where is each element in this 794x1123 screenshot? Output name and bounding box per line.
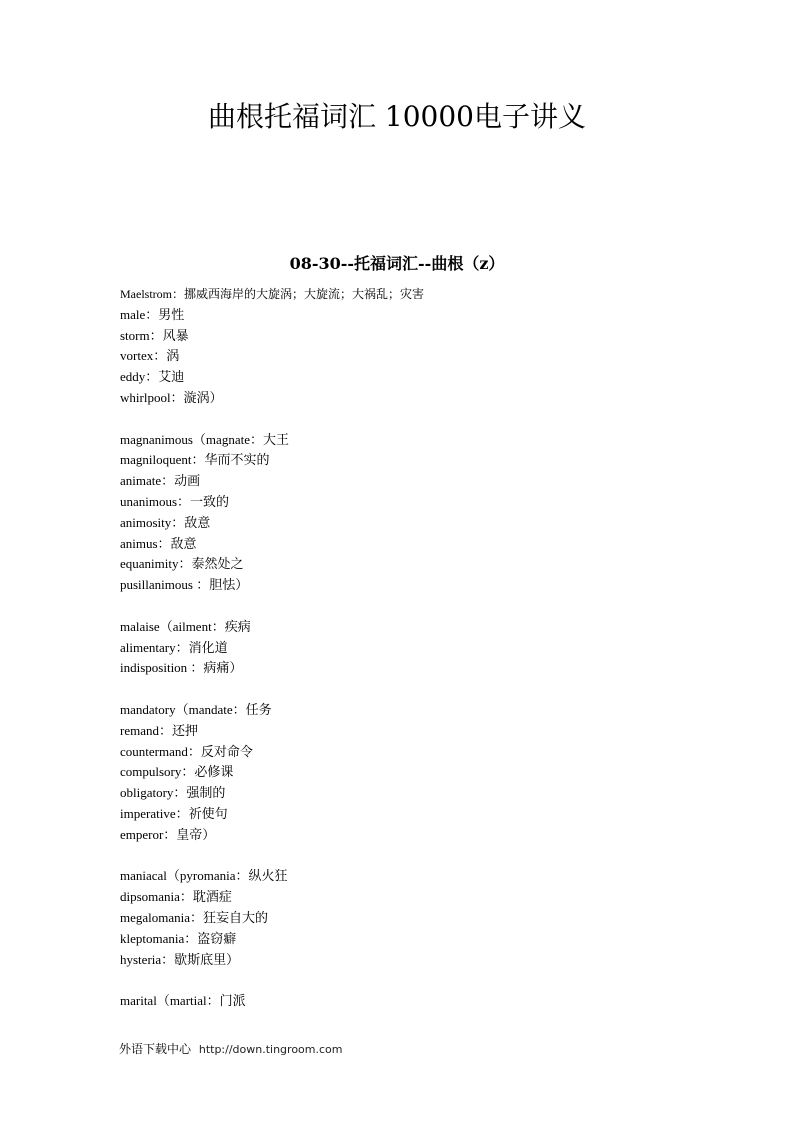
vocabulary-entry: magniloquent：华而不实的 <box>120 452 270 468</box>
vocabulary-entry: imperative：祈使句 <box>120 805 228 821</box>
vocabulary-entry: male：男性 <box>120 306 185 322</box>
section-title: 08-30--托福词汇--曲根（z） <box>289 254 505 273</box>
vocabulary-entry: dipsomania：耽酒症 <box>120 889 232 905</box>
vocabulary-entry: vortex：涡 <box>120 348 180 364</box>
vocabulary-list <box>120 284 720 1012</box>
vocabulary-entry: animosity：敌意 <box>120 514 211 530</box>
vocabulary-entry: unanimous：一致的 <box>120 493 230 509</box>
vocabulary-entry: indisposition ：病痛） <box>120 660 243 676</box>
vocabulary-entry: malaise（ailment：疾病 <box>120 618 251 634</box>
vocabulary-entry: eddy：艾迪 <box>120 369 185 385</box>
vocabulary-entry: maniacal（pyromania：纵火狂 <box>120 868 288 884</box>
vocabulary-entry: countermand：反对命令 <box>120 743 253 759</box>
page-footer <box>119 1040 343 1059</box>
document-title: 曲根托福词汇 10000电子讲义 <box>208 100 586 133</box>
vocabulary-entry: magnanimous（magnate：大王 <box>120 431 289 447</box>
vocabulary-entry: animate：动画 <box>120 473 201 489</box>
vocabulary-entry: marital（martial：门派 <box>120 993 246 1009</box>
vocabulary-entry: storm：风暴 <box>120 327 189 343</box>
vocabulary-entry: obligatory：强制的 <box>120 785 226 801</box>
footer-label: 外语下载中心 <box>119 1042 192 1056</box>
vocabulary-entry: emperor：皇帝） <box>120 826 216 842</box>
blank-line <box>120 846 720 867</box>
vocabulary-entry: compulsory：必修课 <box>120 764 234 780</box>
vocabulary-entry: hysteria：歇斯底里） <box>120 951 240 967</box>
vocabulary-entry: kleptomania：盗窃癖 <box>120 930 237 946</box>
vocabulary-entry: animus：敌意 <box>120 535 197 551</box>
vocabulary-entry: Maelstrom：挪威西海岸的大旋涡；大旋流；大祸乱；灾害 <box>120 287 424 301</box>
blank-line <box>120 409 720 430</box>
footer-url[interactable]: http://down.tingroom.com <box>198 1043 343 1056</box>
blank-line <box>120 679 720 700</box>
vocabulary-entry: megalomania：狂妄自大的 <box>120 909 269 925</box>
vocabulary-entry: remand：还押 <box>120 722 198 738</box>
vocabulary-entry: pusillanimous ：胆怯） <box>120 577 249 593</box>
blank-line <box>120 970 720 991</box>
vocabulary-entry: whirlpool：漩涡） <box>120 389 223 405</box>
vocabulary-entry: alimentary：消化道 <box>120 639 228 655</box>
vocabulary-entry: equanimity：泰然处之 <box>120 556 244 572</box>
blank-line <box>120 596 720 617</box>
vocabulary-entry: mandatory（mandate：任务 <box>120 701 272 717</box>
